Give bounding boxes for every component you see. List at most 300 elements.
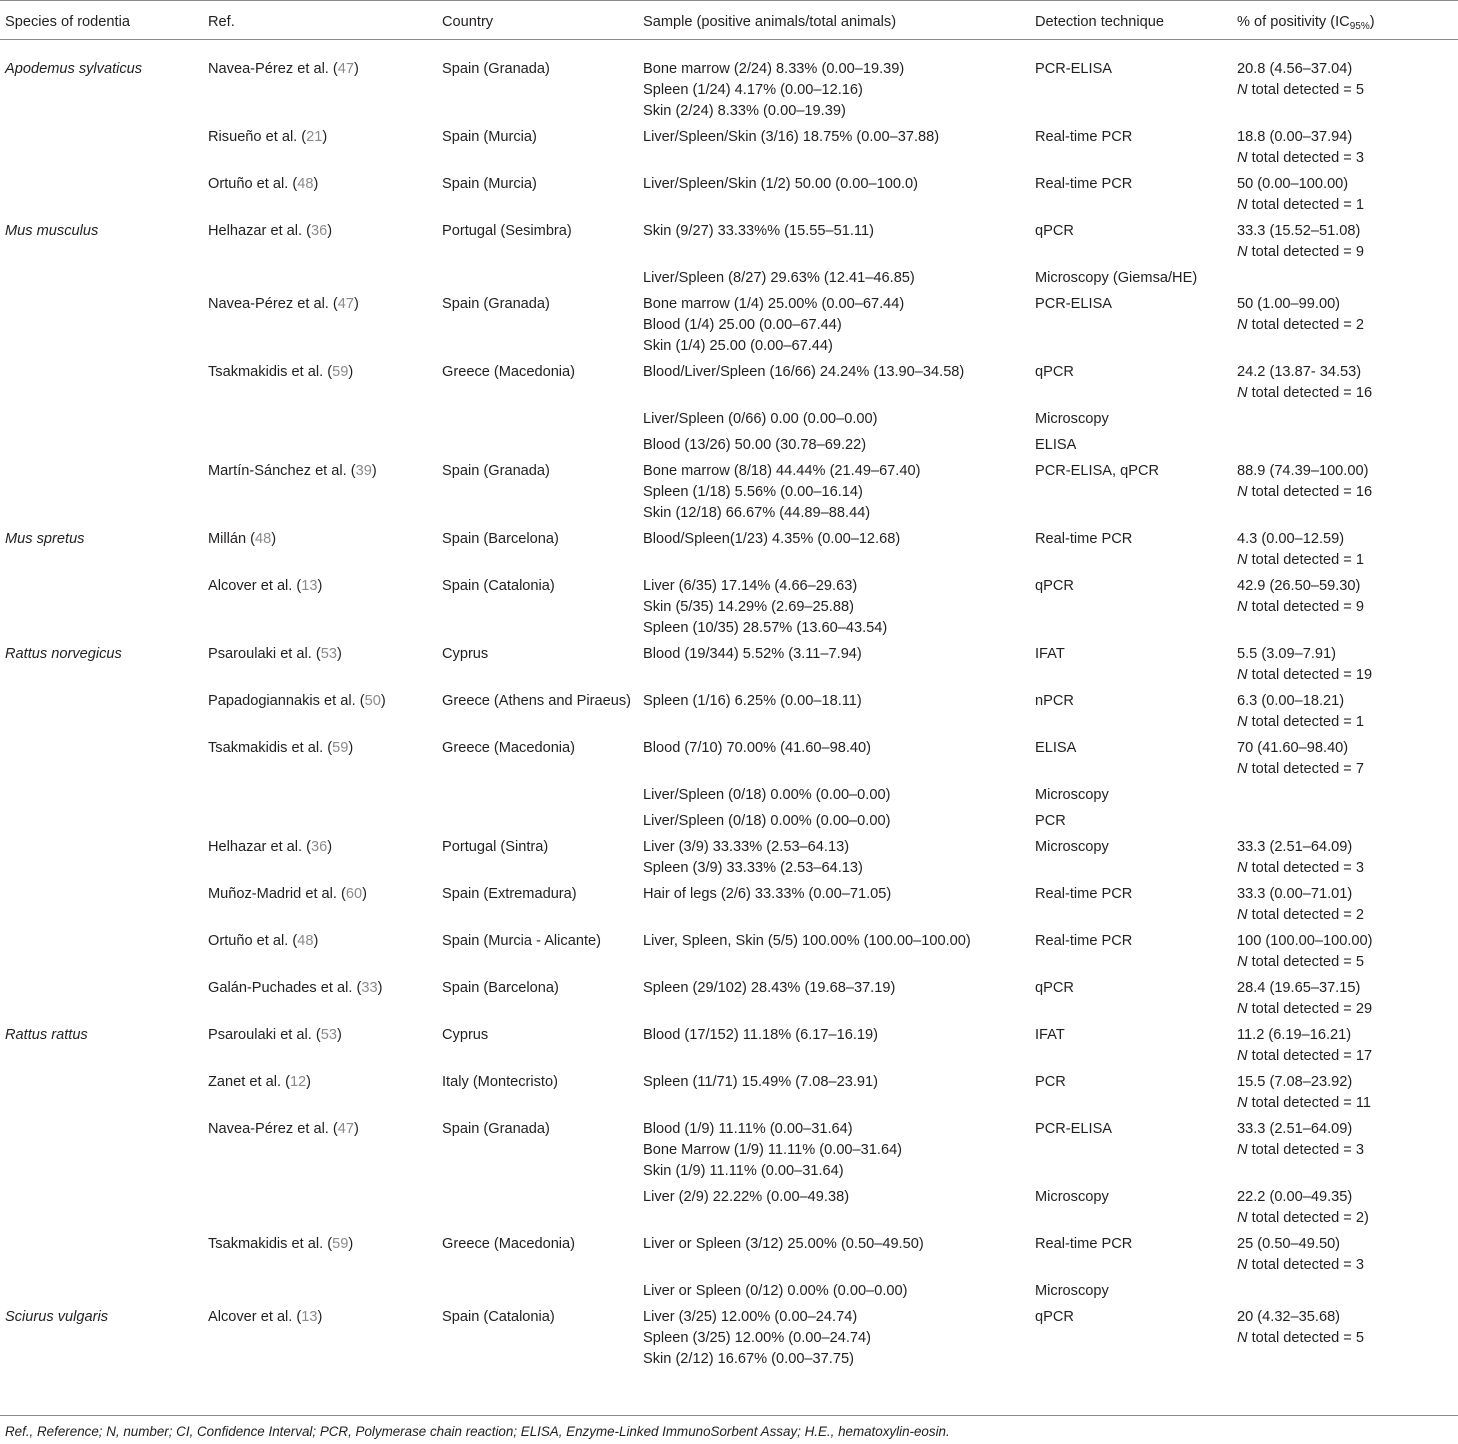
sample-line: Spleen (10/35) 28.57% (13.60–43.54) xyxy=(643,620,888,636)
n-total-detected xyxy=(1237,195,1454,216)
sample-line: Liver (3/9) 33.33% (2.53–64.13) xyxy=(643,839,850,855)
table-row xyxy=(0,362,1458,409)
positivity-value: 4.3 (0.00–12.59) xyxy=(1237,531,1345,547)
table-row xyxy=(0,691,1458,738)
header-ref: Ref. xyxy=(204,1,438,40)
reference-author: Risueño et al. ( xyxy=(208,129,307,145)
n-total-detected xyxy=(1237,952,1454,973)
positivity-cell xyxy=(1233,931,1458,978)
species-cell: Mus musculus xyxy=(5,223,99,239)
reference-author: Millán ( xyxy=(208,531,256,547)
technique-cell: IFAT xyxy=(1035,646,1065,662)
reference-close: ) xyxy=(306,1074,312,1090)
sample-cell xyxy=(639,837,1031,884)
sample-cell xyxy=(639,268,1031,294)
reference-cell xyxy=(204,884,438,931)
species-cell xyxy=(0,1234,204,1281)
n-symbol: N xyxy=(1237,150,1248,166)
positivity-cell xyxy=(1233,1234,1458,1281)
positivity-cell xyxy=(1233,1119,1458,1187)
reference-cell xyxy=(204,461,438,529)
technique-cell: PCR-ELISA xyxy=(1035,1121,1113,1137)
positivity-cell xyxy=(1233,362,1458,409)
sample-line: Hair of legs (2/6) 33.33% (0.00–71.05) xyxy=(643,886,892,902)
table-row xyxy=(0,837,1458,884)
n-total-detected xyxy=(1237,905,1454,926)
sample-line: Liver/Spleen (0/18) 0.00% (0.00–0.00) xyxy=(643,813,891,829)
reference-close: ) xyxy=(327,839,333,855)
country-cell: Cyprus xyxy=(442,646,489,662)
country-cell xyxy=(438,785,639,811)
reference-close: ) xyxy=(354,296,359,312)
reference-cell xyxy=(204,811,438,837)
sample-cell xyxy=(639,1119,1031,1187)
sample-cell xyxy=(639,40,1031,128)
technique-cell: Real-time PCR xyxy=(1035,933,1133,949)
header-positivity-subscript: 95% xyxy=(1349,21,1370,32)
n-symbol: N xyxy=(1237,1257,1248,1273)
sample-line: Spleen (3/9) 33.33% (2.53–64.13) xyxy=(643,860,863,876)
n-total-text: total detected = 5 xyxy=(1251,1330,1364,1346)
sample-line: Spleen (1/24) 4.17% (0.00–12.16) xyxy=(643,82,863,98)
sample-cell xyxy=(639,529,1031,576)
n-total-text: total detected = 9 xyxy=(1251,244,1364,260)
reference-author: Muñoz-Madrid et al. ( xyxy=(208,886,346,902)
sample-cell xyxy=(639,1187,1031,1234)
n-total-detected xyxy=(1237,1046,1454,1067)
technique-cell: qPCR xyxy=(1035,1309,1074,1325)
reference-cell xyxy=(204,1187,438,1234)
n-total-detected xyxy=(1237,1208,1454,1229)
table-bottom-rule xyxy=(0,1415,1458,1416)
sample-cell xyxy=(639,435,1031,461)
sample-cell xyxy=(639,1234,1031,1281)
sample-cell xyxy=(639,931,1031,978)
species-cell xyxy=(0,576,204,644)
species-cell xyxy=(0,738,204,785)
n-total-text: total detected = 1 xyxy=(1251,197,1364,213)
sample-line: Spleen (3/25) 12.00% (0.00–24.74) xyxy=(643,1330,871,1346)
n-total-detected xyxy=(1237,148,1454,169)
n-symbol: N xyxy=(1237,954,1248,970)
n-symbol: N xyxy=(1237,761,1248,777)
positivity-value: 24.2 (13.87- 34.53) xyxy=(1237,364,1362,380)
sample-cell xyxy=(639,1281,1031,1307)
reference-number: 21 xyxy=(306,129,323,145)
sample-line: Blood (17/152) 11.18% (6.17–16.19) xyxy=(643,1027,879,1043)
positivity-cell xyxy=(1233,1072,1458,1119)
n-total-detected xyxy=(1237,1328,1454,1349)
n-total-detected xyxy=(1237,315,1454,336)
reference-close: ) xyxy=(336,1027,342,1043)
sample-line: Liver or Spleen (0/12) 0.00% (0.00–0.00) xyxy=(643,1283,908,1299)
positivity-value: 18.8 (0.00–37.94) xyxy=(1237,129,1353,145)
reference-number: 53 xyxy=(320,646,337,662)
table-row xyxy=(0,127,1458,174)
technique-cell: Real-time PCR xyxy=(1035,1236,1133,1252)
positivity-cell xyxy=(1233,294,1458,362)
country-cell: Portugal (Sesimbra) xyxy=(442,223,572,239)
country-cell xyxy=(438,811,639,837)
n-symbol: N xyxy=(1237,385,1248,401)
species-cell xyxy=(0,691,204,738)
n-symbol: N xyxy=(1237,1048,1248,1064)
table-row xyxy=(0,1187,1458,1234)
table-row xyxy=(0,978,1458,1025)
technique-cell: PCR-ELISA xyxy=(1035,61,1113,77)
reference-author: Psaroulaki et al. ( xyxy=(208,1027,321,1043)
species-cell xyxy=(0,978,204,1025)
positivity-value: 50 (1.00–99.00) xyxy=(1237,296,1341,312)
sample-line: Spleen (29/102) 28.43% (19.68–37.19) xyxy=(643,980,896,996)
reference-close: ) xyxy=(348,364,354,380)
sample-cell xyxy=(639,174,1031,221)
sample-line: Skin (9/27) 33.33%% (15.55–51.11) xyxy=(643,223,874,239)
country-cell: Spain (Extremadura) xyxy=(442,886,577,902)
table-row xyxy=(0,644,1458,691)
table-row xyxy=(0,931,1458,978)
positivity-cell xyxy=(1233,837,1458,884)
n-total-detected xyxy=(1237,242,1454,263)
technique-cell: qPCR xyxy=(1035,980,1074,996)
reference-author: Martín-Sánchez et al. ( xyxy=(208,463,356,479)
table-row xyxy=(0,221,1458,268)
positivity-value: 70 (41.60–98.40) xyxy=(1237,740,1349,756)
positivity-value: 42.9 (26.50–59.30) xyxy=(1237,578,1361,594)
reference-close: ) xyxy=(354,61,359,77)
technique-cell: PCR xyxy=(1035,1074,1066,1090)
sample-line: Liver (6/35) 17.14% (4.66–29.63) xyxy=(643,578,858,594)
table-row xyxy=(0,435,1458,461)
n-total-text: total detected = 16 xyxy=(1251,385,1373,401)
country-cell: Portugal (Sintra) xyxy=(442,839,549,855)
positivity-cell xyxy=(1233,40,1458,128)
n-total-detected xyxy=(1237,383,1454,404)
sample-line: Liver/Spleen (0/66) 0.00 (0.00–0.00) xyxy=(643,411,878,427)
positivity-value: 6.3 (0.00–18.21) xyxy=(1237,693,1345,709)
technique-cell: qPCR xyxy=(1035,578,1074,594)
reference-number: 48 xyxy=(297,933,314,949)
n-total-detected xyxy=(1237,482,1454,503)
n-total-text: total detected = 3 xyxy=(1251,1257,1364,1273)
reference-author: Helhazar et al. ( xyxy=(208,223,312,239)
reference-cell xyxy=(204,837,438,884)
species-cell xyxy=(0,461,204,529)
reference-author: Helhazar et al. ( xyxy=(208,839,312,855)
reference-cell xyxy=(204,435,438,461)
table-row xyxy=(0,1072,1458,1119)
reference-author: Alcover et al. ( xyxy=(208,578,302,594)
species-cell xyxy=(0,785,204,811)
technique-cell: qPCR xyxy=(1035,223,1074,239)
country-cell xyxy=(438,1281,639,1307)
sample-cell xyxy=(639,1072,1031,1119)
reference-author: Psaroulaki et al. ( xyxy=(208,646,321,662)
sample-line: Blood (7/10) 70.00% (41.60–98.40) xyxy=(643,740,871,756)
header-row xyxy=(0,1,1458,40)
reference-author: Zanet et al. ( xyxy=(208,1074,290,1090)
positivity-value: 33.3 (2.51–64.09) xyxy=(1237,839,1353,855)
n-total-detected xyxy=(1237,712,1454,733)
positivity-cell xyxy=(1233,435,1458,461)
sample-line: Blood/Liver/Spleen (16/66) 24.24% (13.90–34.58) xyxy=(643,364,965,380)
reference-close: ) xyxy=(371,463,377,479)
species-cell xyxy=(0,1072,204,1119)
reference-author: Ortuño et al. ( xyxy=(208,176,298,192)
species-cell: Rattus norvegicus xyxy=(5,646,122,662)
reference-cell xyxy=(204,1072,438,1119)
reference-number: 50 xyxy=(364,693,381,709)
technique-cell: ELISA xyxy=(1035,437,1077,453)
reference-cell xyxy=(204,174,438,221)
positivity-value: 20 (4.32–35.68) xyxy=(1237,1309,1341,1325)
positivity-cell xyxy=(1233,576,1458,644)
technique-cell: Microscopy xyxy=(1035,1189,1109,1205)
n-total-text: total detected = 3 xyxy=(1251,860,1364,876)
reference-cell xyxy=(204,1281,438,1307)
n-total-detected xyxy=(1237,999,1454,1020)
reference-author: Tsakmakidis et al. ( xyxy=(208,1236,333,1252)
country-cell: Spain (Murcia) xyxy=(442,176,537,192)
positivity-value: 100 (100.00–100.00) xyxy=(1237,933,1373,949)
table-body xyxy=(0,40,1458,1376)
sample-line: Liver (2/9) 22.22% (0.00–49.38) xyxy=(643,1189,850,1205)
n-total-detected xyxy=(1237,550,1454,571)
sample-cell xyxy=(639,644,1031,691)
n-symbol: N xyxy=(1237,317,1248,333)
reference-close: ) xyxy=(313,933,319,949)
country-cell: Greece (Macedonia) xyxy=(442,1236,576,1252)
reference-cell xyxy=(204,1307,438,1375)
sample-cell xyxy=(639,1307,1031,1375)
species-cell xyxy=(0,268,204,294)
sample-line: Spleen (1/16) 6.25% (0.00–18.11) xyxy=(643,693,862,709)
reference-number: 48 xyxy=(297,176,314,192)
reference-cell xyxy=(204,529,438,576)
sample-line: Liver/Spleen (0/18) 0.00% (0.00–0.00) xyxy=(643,787,891,803)
positivity-cell xyxy=(1233,461,1458,529)
n-total-detected xyxy=(1237,80,1454,101)
technique-cell: Real-time PCR xyxy=(1035,129,1133,145)
species-cell xyxy=(0,1187,204,1234)
reference-author: Alcover et al. ( xyxy=(208,1309,302,1325)
reference-cell xyxy=(204,691,438,738)
reference-cell xyxy=(204,362,438,409)
reference-cell xyxy=(204,294,438,362)
n-total-text: total detected = 2) xyxy=(1251,1210,1369,1226)
sample-line: Liver/Spleen/Skin (1/2) 50.00 (0.00–100.0) xyxy=(643,176,919,192)
header-technique: Detection technique xyxy=(1031,1,1233,40)
n-symbol: N xyxy=(1237,1210,1248,1226)
n-symbol: N xyxy=(1237,1142,1248,1158)
species-cell xyxy=(0,435,204,461)
positivity-value: 33.3 (15.52–51.08) xyxy=(1237,223,1361,239)
sample-line: Skin (1/4) 25.00 (0.00–67.44) xyxy=(643,338,833,354)
species-cell xyxy=(0,931,204,978)
country-cell: Cyprus xyxy=(442,1027,489,1043)
species-cell xyxy=(0,362,204,409)
reference-number: 59 xyxy=(332,364,349,380)
header-sample: Sample (positive animals/total animals) xyxy=(639,1,1031,40)
positivity-cell xyxy=(1233,409,1458,435)
positivity-value: 28.4 (19.65–37.15) xyxy=(1237,980,1361,996)
country-cell: Greece (Macedonia) xyxy=(442,364,576,380)
sample-cell xyxy=(639,409,1031,435)
country-cell: Spain (Barcelona) xyxy=(442,980,559,996)
reference-author: Navea-Pérez et al. ( xyxy=(208,296,338,312)
positivity-cell xyxy=(1233,1025,1458,1072)
table-row xyxy=(0,576,1458,644)
positivity-cell xyxy=(1233,1307,1458,1375)
n-symbol: N xyxy=(1237,197,1248,213)
positivity-value: 88.9 (74.39–100.00) xyxy=(1237,463,1369,479)
reference-cell xyxy=(204,1234,438,1281)
reference-number: 39 xyxy=(355,463,372,479)
n-total-text: total detected = 5 xyxy=(1251,954,1364,970)
table-row xyxy=(0,529,1458,576)
reference-cell xyxy=(204,576,438,644)
n-symbol: N xyxy=(1237,552,1248,568)
reference-close: ) xyxy=(317,1309,323,1325)
table-row xyxy=(0,1281,1458,1307)
table-row xyxy=(0,268,1458,294)
reference-close: ) xyxy=(362,886,367,902)
country-cell: Italy (Montecristo) xyxy=(442,1074,558,1090)
country-cell: Spain (Catalonia) xyxy=(442,578,555,594)
n-total-text: total detected = 16 xyxy=(1251,484,1373,500)
country-cell xyxy=(438,1187,639,1234)
sample-cell xyxy=(639,738,1031,785)
reference-number: 59 xyxy=(332,740,349,756)
n-total-text: total detected = 1 xyxy=(1251,714,1364,730)
n-symbol: N xyxy=(1237,1001,1248,1017)
table-row xyxy=(0,409,1458,435)
sample-line: Blood (1/9) 11.11% (0.00–31.64) xyxy=(643,1121,853,1137)
sample-line: Skin (12/18) 66.67% (44.89–88.44) xyxy=(643,505,871,521)
n-symbol: N xyxy=(1237,667,1248,683)
sample-cell xyxy=(639,1025,1031,1072)
n-symbol: N xyxy=(1237,714,1248,730)
species-cell xyxy=(0,1281,204,1307)
reference-number: 48 xyxy=(255,531,272,547)
sample-cell xyxy=(639,978,1031,1025)
reference-number: 36 xyxy=(311,223,328,239)
technique-cell: IFAT xyxy=(1035,1027,1065,1043)
reference-close: ) xyxy=(380,693,386,709)
reference-author: Galán-Puchades et al. ( xyxy=(208,980,362,996)
reference-cell xyxy=(204,738,438,785)
table-header xyxy=(0,1,1458,40)
reference-number: 47 xyxy=(337,61,355,77)
sample-cell xyxy=(639,362,1031,409)
reference-cell xyxy=(204,221,438,268)
sample-cell xyxy=(639,461,1031,529)
n-total-text: total detected = 7 xyxy=(1251,761,1364,777)
table-row xyxy=(0,461,1458,529)
n-total-text: total detected = 2 xyxy=(1251,907,1364,923)
reference-author: Papadogiannakis et al. ( xyxy=(208,693,365,709)
reference-cell xyxy=(204,1119,438,1187)
n-total-text: total detected = 11 xyxy=(1251,1095,1372,1111)
country-cell: Spain (Granada) xyxy=(442,61,550,77)
sample-line: Blood (13/26) 50.00 (30.78–69.22) xyxy=(643,437,867,453)
country-cell: Spain (Barcelona) xyxy=(442,531,559,547)
positivity-cell xyxy=(1233,1281,1458,1307)
reference-cell xyxy=(204,127,438,174)
table-row xyxy=(0,811,1458,837)
header-positivity-text: % of positivity (IC xyxy=(1237,14,1350,30)
species-cell xyxy=(0,884,204,931)
reference-close: ) xyxy=(317,578,323,594)
sample-line: Blood/Spleen(1/23) 4.35% (0.00–12.68) xyxy=(643,531,901,547)
header-species: Species of rodentia xyxy=(0,1,204,40)
reference-cell xyxy=(204,644,438,691)
n-total-text: total detected = 1 xyxy=(1251,552,1364,568)
technique-cell: Microscopy xyxy=(1035,1283,1109,1299)
sample-line: Blood (19/344) 5.52% (3.11–7.94) xyxy=(643,646,862,662)
n-total-text: total detected = 29 xyxy=(1251,1001,1373,1017)
table-row xyxy=(0,1119,1458,1187)
sample-line: Liver or Spleen (3/12) 25.00% (0.50–49.50) xyxy=(643,1236,924,1252)
reference-close: ) xyxy=(348,1236,354,1252)
header-positivity-close: ) xyxy=(1369,14,1375,30)
sample-cell xyxy=(639,127,1031,174)
n-total-detected xyxy=(1237,665,1454,686)
species-cell xyxy=(0,174,204,221)
sample-cell xyxy=(639,691,1031,738)
n-total-text: total detected = 3 xyxy=(1251,1142,1364,1158)
reference-close: ) xyxy=(327,223,333,239)
n-total-text: total detected = 5 xyxy=(1251,82,1364,98)
sample-cell xyxy=(639,811,1031,837)
positivity-cell xyxy=(1233,174,1458,221)
positivity-cell xyxy=(1233,268,1458,294)
positivity-cell xyxy=(1233,884,1458,931)
sample-line: Liver (3/25) 12.00% (0.00–24.74) xyxy=(643,1309,858,1325)
country-cell xyxy=(438,268,639,294)
country-cell: Spain (Granada) xyxy=(442,296,550,312)
country-cell: Spain (Granada) xyxy=(442,1121,550,1137)
species-cell xyxy=(0,294,204,362)
positivity-cell xyxy=(1233,785,1458,811)
reference-number: 33 xyxy=(361,980,378,996)
positivity-cell xyxy=(1233,811,1458,837)
reference-number: 12 xyxy=(289,1074,307,1090)
reference-number: 13 xyxy=(301,1309,318,1325)
n-total-text: total detected = 9 xyxy=(1251,599,1364,615)
technique-cell: PCR-ELISA, qPCR xyxy=(1035,463,1160,479)
reference-cell xyxy=(204,409,438,435)
species-cell: Sciurus vulgaris xyxy=(5,1309,109,1325)
country-cell: Spain (Granada) xyxy=(442,463,550,479)
reference-cell xyxy=(204,1025,438,1072)
sample-line: Skin (5/35) 14.29% (2.69–25.88) xyxy=(643,599,854,615)
country-cell xyxy=(438,409,639,435)
positivity-value: 22.2 (0.00–49.35) xyxy=(1237,1189,1353,1205)
reference-cell xyxy=(204,931,438,978)
sample-line: Spleen (1/18) 5.56% (0.00–16.14) xyxy=(643,484,863,500)
table-row xyxy=(0,1234,1458,1281)
sample-line: Bone marrow (1/4) 25.00% (0.00–67.44) xyxy=(643,296,905,312)
positivity-cell xyxy=(1233,221,1458,268)
sample-line: Skin (2/12) 16.67% (0.00–37.75) xyxy=(643,1351,854,1367)
positivity-cell xyxy=(1233,529,1458,576)
n-total-text: total detected = 3 xyxy=(1251,150,1364,166)
header-country: Country xyxy=(438,1,639,40)
sample-line: Bone Marrow (1/9) 11.11% (0.00–31.64) xyxy=(643,1142,903,1158)
n-symbol: N xyxy=(1237,907,1248,923)
reference-author: Tsakmakidis et al. ( xyxy=(208,740,333,756)
